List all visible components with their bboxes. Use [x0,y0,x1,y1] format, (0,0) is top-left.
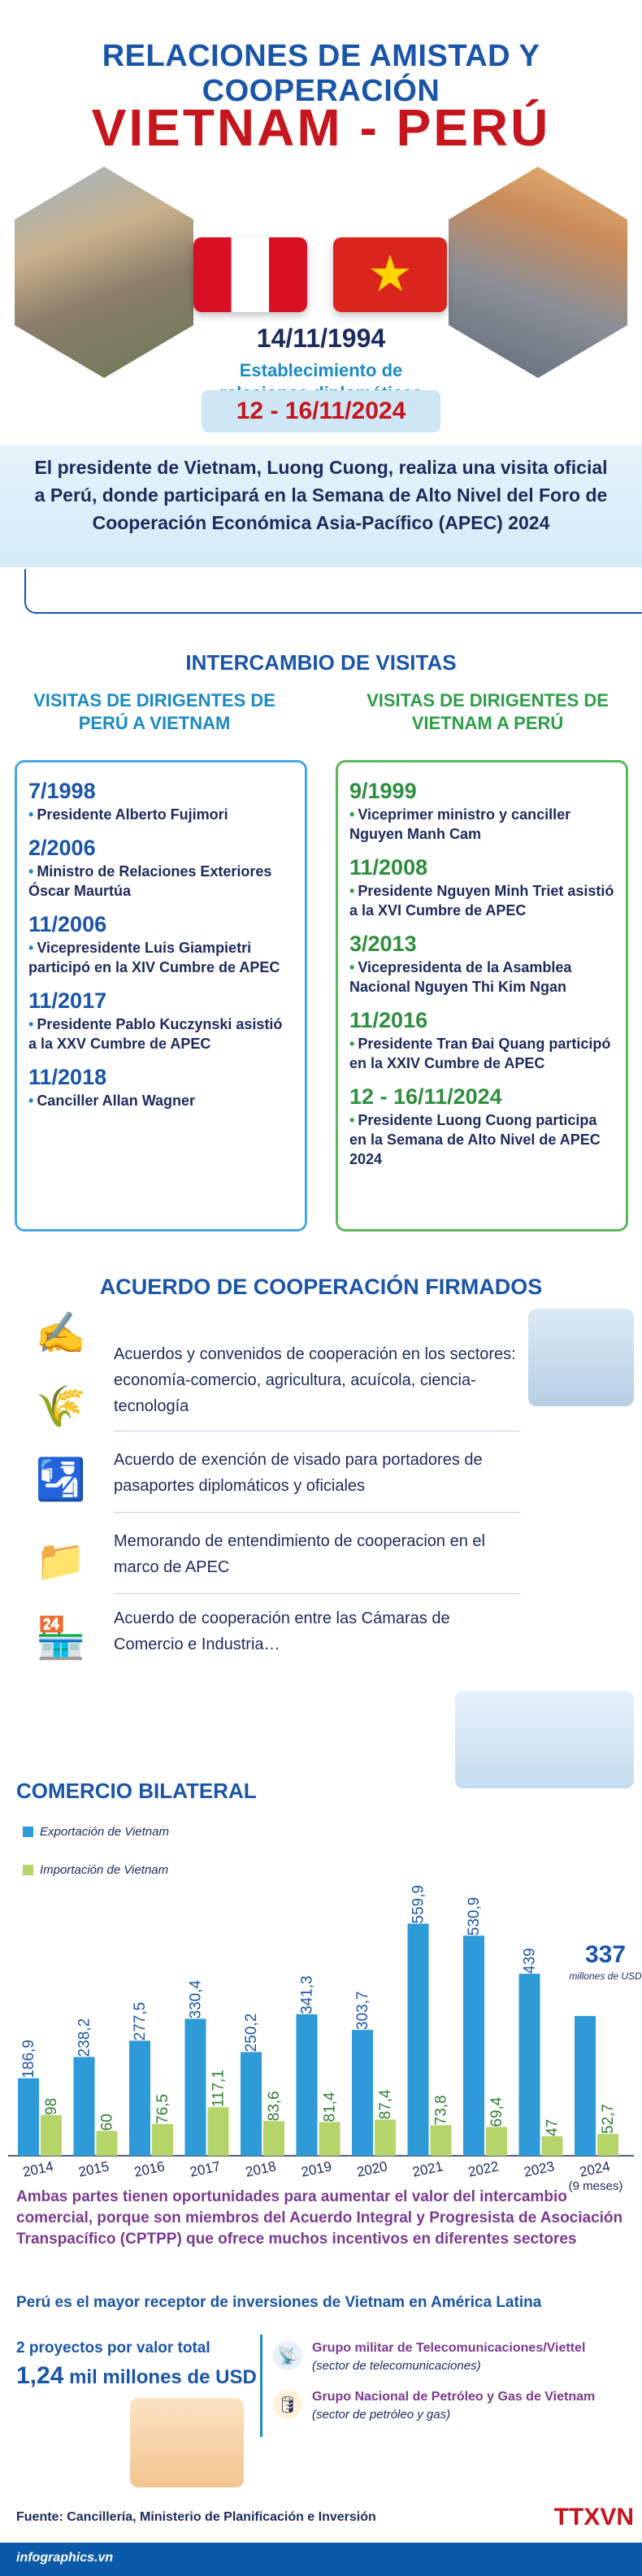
coins-illustration [130,2398,244,2487]
establishment-date: 14/11/1994 [256,324,386,353]
establishment-label-line1: Establecimiento de [239,360,403,380]
import-bar [486,2127,507,2156]
legend-export-label: Exportación de Vietnam [40,1825,169,1839]
visit-description: • Presidente Luong Cuong participa en la Semana de Alto Nivel de APEC 2024 [349,1112,601,1167]
visit-entry [349,1083,614,1169]
usd-value: 337 [584,1941,627,1968]
visit-description: • Vicepresidente Luis Giampietri participó en la XIV Cumbre de APEC [28,940,280,975]
year-tick-label: 2021 [410,2158,445,2180]
trade-title: COMERCIO BILATERAL [16,1779,257,1803]
import-bar [319,2122,341,2156]
export-value-label: 341,3 [298,1975,316,2014]
visit-entry [349,930,614,997]
bullet-icon: • [349,959,355,975]
visit-description: • Presidente Tran Đai Quang participó en la XXIV Cumbre de APEC [349,1036,611,1071]
export-bar [519,1974,540,2156]
import-value-label: 73,8 [432,2095,450,2126]
year-tick-label: 2015 [76,2158,111,2180]
import-value-label: 117,1 [210,2070,228,2108]
visit-description: • Canciller Allan Wagner [28,1093,196,1109]
vietnam-flag-icon: ★ [333,237,447,312]
projects-label: 2 proyectos por valor total [16,2339,210,2357]
visit-date: 11/2016 [349,1008,428,1032]
visit-entry [28,987,293,1053]
visit-description: • Presidente Nguyen Minh Triet asistió a la XVI Cumbre de APEC [349,883,614,919]
ttxvn-logo: TTXVN [553,2504,634,2530]
agreement-item: Acuerdo de cooperación entre las Cámaras de Comercio e Industria… [114,1609,450,1653]
export-value-label: 303,7 [354,1991,371,2031]
divider [114,1512,520,1513]
shop-icon: 🏪 [35,1615,87,1661]
bullet-icon: • [349,1036,355,1052]
year-tick-label: 2019 [299,2158,333,2180]
oil-drop-icon: 🛢 [273,2390,302,2419]
year-tick-label: 2017 [188,2158,222,2180]
visit-date: 3/2013 [349,932,417,956]
visit-date: 11/2018 [28,1065,107,1089]
visit-description: • Vicepresidenta de la Asamblea Nacional Nguyen Thi Kim Ngan [349,959,572,995]
import-bar [375,2119,396,2156]
import-bar [208,2107,229,2156]
import-value-label: 81,4 [321,2092,339,2122]
import-bar [597,2134,618,2156]
import-value-label: 87,4 [377,2089,394,2120]
import-value-label: 83,6 [266,2091,283,2122]
export-bar [185,2018,206,2156]
visit-entry [349,1006,614,1073]
group-sector: (sector de telecomunicaciones) [312,2359,481,2373]
legend-import-label: Importación de Vietnam [40,1863,169,1877]
agriculture-tech-icon: 🌾 [35,1384,87,1429]
export-bar [575,2016,596,2156]
import-value-label: 52,7 [600,2104,617,2135]
export-value-label: 439 [521,1948,539,1974]
nine-months-footnote: (9 meses) [568,2179,623,2193]
group-sector: (sector de petróleo y gas) [312,2408,451,2422]
visit-date: 12 - 16/11/2024 [349,1084,502,1109]
export-bar [408,1923,429,2156]
bullet-icon: • [28,1016,34,1032]
agreement-item: Acuerdos y convenidos de cooperación en los sectores: economía-comercio, agricultura, acuícola, ciencia-tecnología [114,1345,516,1415]
visit-date: 11/2017 [28,988,107,1013]
export-value-label: 530,9 [466,1896,483,1936]
header-title: VIETNAM - PERÚ [91,98,551,157]
import-bar [431,2125,452,2156]
peru-visits-box [15,760,307,1232]
group-name: Grupo militar de Telecomunicaciones/Viettel [312,2341,586,2355]
site-link[interactable]: infographics.vn [16,2551,114,2565]
passport-icon: 🛂 [35,1457,87,1502]
export-bar [463,1935,484,2156]
peru-flag-icon [193,237,307,312]
bullet-icon: • [349,1112,355,1128]
agreement-item: Memorando de entendimiento de cooperacion en el marco de APEC [114,1532,485,1576]
exchange-title: INTERCAMBIO DE VISITAS [185,650,457,675]
import-bar [152,2124,173,2156]
import-value-label: 47 [544,2118,562,2137]
export-bar [18,2079,39,2156]
divider [114,1593,520,1594]
signing-pen-icon: ✍ [35,1310,87,1356]
visit-description: El presidente de Vietnam, Luong Cuong, realiza una visita oficial a Perú, donde participará en la Semana de Alto Nivel del Foro de Cooperación Económica Asia-Pacífico (APEC) 2024 [0,445,642,567]
header-subtitle: RELACIONES DE AMISTAD Y COOPERACIÓN [102,39,540,108]
import-value-label: 60 [98,2113,116,2131]
visit-entry [349,777,614,844]
bullet-icon: • [349,883,355,899]
visit-dates-badge: 12 - 16/11/2024 [202,390,440,432]
export-value-label: 277,5 [132,2001,149,2041]
investment-amount-unit: mil millones de USD [69,2366,257,2388]
visit-entry [28,777,293,824]
group-name: Grupo Nacional de Petróleo y Gas de Vietnam [312,2390,596,2404]
logistics-illustration [455,1691,634,1788]
visit-entry [28,834,293,901]
export-bar [74,2057,95,2156]
year-tick-label: 2023 [522,2158,556,2180]
right-column-title: VISITAS DE DIRIGENTES DE VIETNAM A PERÚ [367,690,609,733]
bullet-icon: • [28,940,34,956]
visit-description: • Presidente Pablo Kuczynski asistió a la XXV Cumbre de APEC [28,1016,283,1052]
visit-description: • Presidente Alberto Fujimori [28,806,228,823]
year-tick-label: 2014 [21,2158,55,2180]
export-bar [241,2052,262,2156]
usd-unit: millones de USD [569,1970,642,1982]
import-bar [97,2131,118,2156]
export-value-label: 330,4 [187,1979,205,2019]
visit-entry [28,1063,293,1110]
import-bar [41,2115,62,2156]
visit-entry [349,854,614,920]
investment-amount [16,2362,257,2390]
visit-date: 7/1998 [28,779,96,803]
export-bar [129,2040,150,2156]
import-bar [542,2136,563,2156]
export-value-label: 250,2 [243,2013,260,2053]
agreements-title: ACUERDO DE COOPERACIÓN FIRMADOS [99,1275,543,1299]
bullet-icon: • [28,1093,34,1109]
trade-bar-chart [0,1788,642,2193]
telecom-tower-icon: 📡 [273,2341,302,2370]
import-value-label: 69,4 [488,2096,505,2127]
visit-description: • Ministro de Relaciones Exteriores Óscar Maurtúa [28,863,272,899]
bullet-icon: • [349,806,355,823]
year-tick-label: 2018 [244,2158,278,2180]
visit-entry [28,910,293,977]
export-bar [352,2030,373,2156]
groups-bracket [260,2335,262,2437]
year-tick-label: 2016 [132,2158,167,2180]
export-value-label: 559,9 [410,1884,427,1924]
year-tick-label: 2024 [578,2158,612,2180]
export-value-label: 186,9 [20,2040,37,2079]
left-column-title: VISITAS DE DIRIGENTES DE PERÚ A VIETNAM [33,690,275,733]
investment-note: Perú es el mayor receptor de inversiones de Vietnam en América Latina [16,2294,542,2311]
visit-description: • Viceprimer ministro y canciller Nguyen Manh Cam [349,806,571,842]
visit-date: 9/1999 [349,779,417,803]
export-value-label: 238,2 [76,2018,93,2057]
bullet-icon: • [28,806,34,823]
year-tick-label: 2020 [355,2158,389,2180]
visit-date: 11/2008 [349,855,428,880]
folder-icon: 📁 [35,1538,87,1583]
cptpp-note: Ambas partes tienen oportunidades para aumentar el valor del intercambio comercial, porque son miembros del Acuerdo Integral y Progresista de Asociación Transpacífico (CPTPP) que ofrece muchos incentivos en diferentes sectores [16,2188,623,2248]
agreement-item: Acuerdo de exención de visado para portadores de pasaportes diplomáticos y oficiales [114,1451,483,1495]
visit-date: 2/2006 [28,836,96,860]
import-value-label: 98 [43,2097,60,2116]
export-bar [297,2014,318,2156]
footer-bar [0,2543,642,2576]
meeting-illustration [528,1309,634,1406]
visit-date: 11/2006 [28,912,107,936]
import-bar [263,2121,284,2156]
investment-amount-number: 1,24 [16,2362,64,2389]
import-value-label: 76,5 [154,2094,171,2124]
decorative-connector-line [24,569,642,614]
source-text: Fuente: Cancillería, Ministerio de Planificación e Inversión [16,2510,376,2524]
year-tick-label: 2022 [466,2158,501,2180]
vietnam-visits-box [336,760,628,1232]
bullet-icon: • [28,863,34,880]
